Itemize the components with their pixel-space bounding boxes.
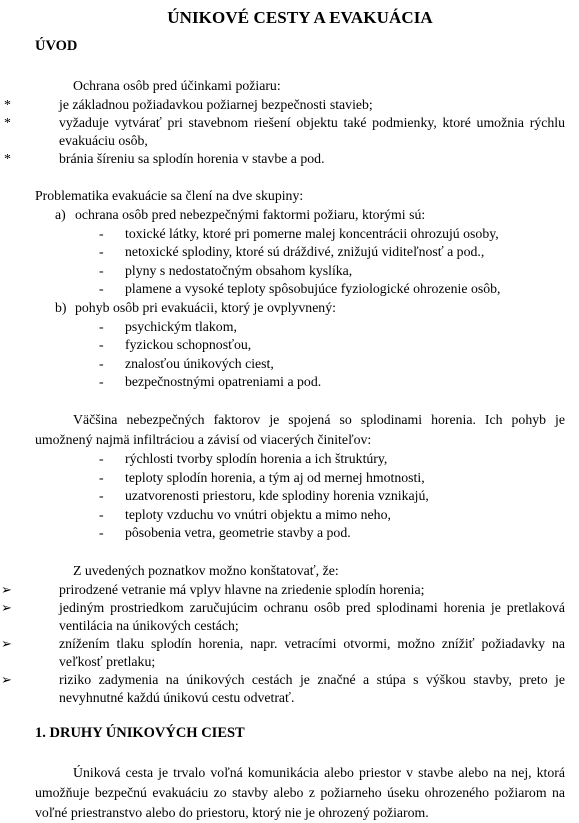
list-item-text: rýchlosti tvorby splodín horenia a ich štruktúry, bbox=[125, 450, 388, 466]
list-item-text: pôsobenia vetra, geometrie stavby a pod. bbox=[125, 525, 351, 541]
arrow-bullet-icon: ➢ bbox=[1, 581, 12, 597]
list-item-text: teploty splodín horenia, a tým aj od mernej hmotnosti, bbox=[125, 469, 425, 485]
section-paragraph: Úniková cesta je trvalo voľná komunikácia alebo priestor v stavbe alebo na nej, ktorá umožňuje bezpečnú evakuáciu zo stavby alebo z požiarneho úseku ohrozeného požiarom na voľné priestranstvo alebo do priestoru, ktorý nie je ohrozený požiarom. bbox=[35, 764, 565, 820]
list-item bbox=[0, 150, 565, 168]
list-item bbox=[0, 114, 565, 150]
list-item bbox=[0, 635, 565, 671]
bullet-marker: * bbox=[4, 151, 11, 166]
list-item-text: riziko zadymenia na únikových cestách je značné a stúpa s výškou stavby, preto je nevyhnutné každú únikovú cestu odvetrať. bbox=[59, 671, 565, 705]
arrow-bullet-icon: ➢ bbox=[1, 671, 12, 687]
list-item-text: prirodzené vetranie má vplyv hlavne na zriedenie splodín horenia; bbox=[59, 581, 425, 597]
list-item-text: znalosťou únikových ciest, bbox=[125, 355, 274, 371]
list-item bbox=[91, 243, 565, 262]
list-item-text: znížením tlaku splodín horenia, napr. vetracími otvormi, možno znížiť požiadavky na veľkosť pretlaku; bbox=[59, 635, 565, 669]
bullet-marker: * bbox=[4, 115, 11, 130]
document-title: ÚNIKOVÉ CESTY A EVAKUÁCIA bbox=[167, 8, 433, 27]
arrow-bullet-icon: ➢ bbox=[1, 599, 12, 615]
dash-marker: - bbox=[99, 469, 104, 485]
group-b-list bbox=[91, 318, 565, 392]
zaver-list bbox=[1, 581, 565, 707]
dash-marker: - bbox=[99, 262, 104, 278]
group-marker: a) bbox=[55, 207, 66, 222]
list-item-text: toxické látky, ktoré pri pomerne malej koncentrácii ohrozujú osoby, bbox=[125, 225, 499, 241]
group-a bbox=[55, 206, 565, 225]
dash-marker: - bbox=[99, 318, 104, 334]
list-item bbox=[91, 506, 565, 525]
list-item bbox=[91, 524, 565, 543]
list-item-text: bezpečnostnými opatreniami a pod. bbox=[125, 374, 322, 390]
list-item-text: plyny s nedostatočným obsahom kyslíka, bbox=[125, 262, 353, 278]
faktory-list bbox=[91, 450, 565, 543]
dash-marker: - bbox=[99, 337, 104, 353]
list-item bbox=[91, 487, 565, 506]
list-item-text: psychickým tlakom, bbox=[125, 318, 237, 334]
dash-marker: - bbox=[99, 488, 104, 504]
list-item-text: jediným prostriedkom zaručujúcim ochranu osôb pred splodinami horenia je pretlaková ventilácia na únikových cestách; bbox=[59, 599, 565, 633]
problematika-groups-b bbox=[55, 299, 565, 318]
list-item bbox=[91, 355, 565, 374]
faktory-lead: Väčšina nebezpečných faktorov je spojená so splodinami horenia. Ich pohyb je umožnený najmä infiltráciou a závisí od viacerých činiteľov: bbox=[35, 411, 565, 447]
group-label: ochrana osôb pred nebezpečnými faktormi požiaru, ktorými sú: bbox=[75, 207, 426, 222]
group-label: pohyb osôb pri evakuácii, ktorý je ovplyvnený: bbox=[75, 299, 336, 315]
list-item bbox=[0, 599, 565, 635]
list-item-text: je základnou požiadavkou požiarnej bezpečnosti stavieb; bbox=[59, 97, 373, 112]
dash-marker: - bbox=[99, 225, 104, 241]
intro-heading: ÚVOD bbox=[35, 38, 78, 54]
list-item bbox=[91, 469, 565, 488]
list-item bbox=[91, 262, 565, 281]
list-item bbox=[91, 318, 565, 337]
list-item-text: fyzickou schopnosťou, bbox=[125, 337, 252, 353]
intro-lead: Ochrana osôb pred účinkami požiaru: bbox=[73, 78, 281, 93]
dash-marker: - bbox=[99, 506, 104, 522]
bullet-marker: * bbox=[4, 97, 11, 112]
list-item-text: bránia šíreniu sa splodín horenia v stavbe a pod. bbox=[59, 151, 325, 166]
dash-marker: - bbox=[99, 450, 104, 466]
dash-marker: - bbox=[99, 525, 104, 541]
dash-marker: - bbox=[99, 281, 104, 297]
dash-marker: - bbox=[99, 355, 104, 371]
list-item-text: vyžaduje vytvárať pri stavebnom riešení objektu také podmienky, ktoré umožnia rýchlu evakuáciu osôb, bbox=[59, 115, 565, 148]
dash-marker: - bbox=[99, 374, 104, 390]
group-b bbox=[55, 299, 565, 318]
dash-marker: - bbox=[99, 244, 104, 260]
list-item bbox=[0, 96, 565, 114]
list-item bbox=[91, 336, 565, 355]
arrow-bullet-icon: ➢ bbox=[1, 635, 12, 651]
section-heading: 1. DRUHY ÚNIKOVÝCH CIEST bbox=[35, 724, 245, 741]
group-a-list bbox=[91, 225, 565, 299]
list-item-text: uzatvorenosti priestoru, kde splodiny horenia vznikajú, bbox=[125, 488, 429, 504]
list-item bbox=[91, 373, 565, 392]
list-item bbox=[91, 225, 565, 244]
zaver-lead: Z uvedených poznatkov možno konštatovať, že: bbox=[73, 562, 339, 578]
intro-bullet-list bbox=[4, 96, 565, 168]
list-item-text: netoxické splodiny, ktoré sú dráždivé, znižujú viditeľnosť a pod., bbox=[125, 244, 485, 260]
list-item bbox=[91, 450, 565, 469]
list-item bbox=[0, 581, 565, 599]
list-item bbox=[91, 280, 565, 299]
problematika-groups bbox=[55, 206, 565, 225]
list-item-text: teploty vzduchu vo vnútri objektu a mimo neho, bbox=[125, 506, 391, 522]
group-marker: b) bbox=[55, 299, 67, 315]
problematika-lead: Problematika evakuácie sa člení na dve skupiny: bbox=[35, 188, 304, 203]
list-item bbox=[0, 671, 565, 707]
list-item-text: plamene a vysoké teploty spôsobujúce fyziologické ohrozenie osôb, bbox=[125, 281, 501, 297]
